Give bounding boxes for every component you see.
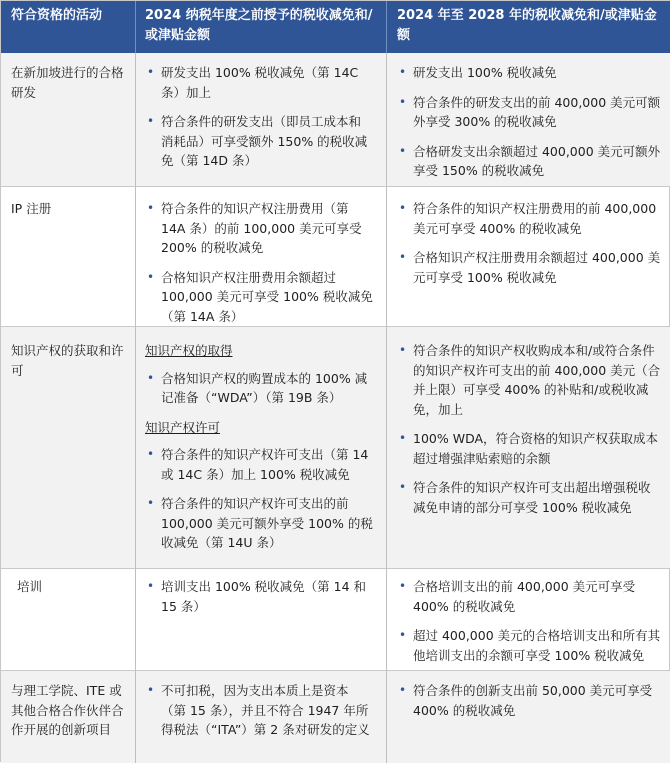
list-item xyxy=(395,341,661,419)
bullet-icon: • xyxy=(399,683,407,697)
row-ip-registration-before xyxy=(135,199,387,336)
list-item xyxy=(395,478,661,517)
bullet-icon: • xyxy=(399,94,407,109)
row-rd-after xyxy=(387,63,670,191)
row-ip-acquisition-before xyxy=(135,341,387,563)
list-item xyxy=(395,429,661,468)
header-divider-1 xyxy=(135,1,136,53)
list-item xyxy=(143,63,373,102)
header-divider-2 xyxy=(386,1,387,53)
list-item-text: 超过 400,000 美元的合格培训支出和所有其他培训支出的余额可享受 100% 税收减免 xyxy=(413,628,661,663)
list-item-text: 研发支出 100% 税收减免 xyxy=(413,65,557,80)
activity-label: 培训 xyxy=(17,579,43,594)
list-item-text: 合格培训支出的前 400,000 美元可享受 400% 的税收减免 xyxy=(413,579,636,614)
list-item-text: 符合条件的知识产权许可支出的前 100,000 美元可额外享受 100% 的税收减免（第 14U 条） xyxy=(161,496,373,550)
header-activity: 符合资格的活动 xyxy=(1,1,135,53)
subheading-ip-acquisition: 知识产权的取得 xyxy=(145,343,233,358)
list-item-text: 研发支出 100% 税收减免（第 14C 条）加上 xyxy=(161,65,359,100)
bullet-icon: • xyxy=(147,201,155,215)
list-item-text: 符合条件的创新支出前 50,000 美元可享受 400% 的税收减免 xyxy=(413,683,653,718)
list-item-text: 符合条件的知识产权许可支出超出增强税收减免申请的部分可享受 100% 税收减免 xyxy=(413,480,651,515)
bullet-icon: • xyxy=(399,343,407,357)
list-item-text: 符合条件的知识产权收购成本和/或符合条件的知识产权许可支出的前 400,000 美元（合并上限）可享受 400% 的补贴和/或税收减免，加上 xyxy=(413,343,661,417)
row-ip-registration-after xyxy=(387,199,670,297)
row-ip-acquisition-after xyxy=(387,341,670,527)
list-item xyxy=(395,142,661,181)
header-before-2024: 2024 纳税年度之前授予的税收减免和/或津贴金额 xyxy=(135,1,387,53)
row-training-after xyxy=(387,577,670,675)
row-training-before xyxy=(135,577,387,626)
activity-label: 与理工学院、ITE 或其他合格合作伙伴合作开展的创新项目 xyxy=(11,683,124,737)
bullet-icon: • xyxy=(399,579,407,593)
activity-label: 在新加坡进行的合格研发 xyxy=(11,65,124,100)
row-ip-registration-activity xyxy=(1,199,135,219)
bullet-icon: • xyxy=(147,447,155,461)
list-item-text: 培训支出 100% 税收减免（第 14 和 15 条） xyxy=(161,579,367,614)
list-item xyxy=(143,445,373,484)
bullet-icon: • xyxy=(399,431,407,445)
bullet-icon: • xyxy=(399,65,407,79)
list-item xyxy=(143,494,373,553)
bullet-icon: • xyxy=(147,114,155,128)
bullet-icon: • xyxy=(147,579,155,593)
row-training-activity xyxy=(1,577,135,597)
list-item xyxy=(395,681,661,720)
row-rd-activity xyxy=(1,63,135,102)
list-item xyxy=(395,626,661,665)
list-item xyxy=(395,93,661,132)
list-item xyxy=(143,369,373,408)
list-item xyxy=(395,63,661,83)
bullet-icon: • xyxy=(399,201,407,215)
bullet-icon: • xyxy=(147,496,155,510)
list-item xyxy=(395,577,661,616)
bullet-icon: • xyxy=(147,370,155,385)
list-item-text: 合格知识产权注册费用余额超过 400,000 美元可享受 100% 税收减免 xyxy=(413,250,661,285)
list-item-text: 符合条件的研发支出的前 400,000 美元可额外享受 300% 的税收减免 xyxy=(413,94,661,129)
activity-label: IP 注册 xyxy=(11,201,52,216)
list-item-text: 不可扣税，因为支出本质上是资本（第 15 条），并且不符合 1947 年所得税法（“ITA”）第 2 条对研发的定义 xyxy=(161,683,370,737)
list-item-text: 100% WDA，符合资格的知识产权获取成本超过增强津贴索赔的余额 xyxy=(413,431,659,466)
activity-label: 知识产权的获取和许可 xyxy=(11,343,124,378)
row-rd-before xyxy=(135,63,387,181)
bullet-icon: • xyxy=(147,683,155,697)
bullet-icon: • xyxy=(147,65,155,79)
list-item xyxy=(143,681,373,740)
bullet-icon: • xyxy=(147,269,155,284)
list-item-text: 合格知识产权的购置成本的 100% 减记准备（“WDA”）（第 19B 条） xyxy=(161,370,368,405)
bullet-icon: • xyxy=(399,143,407,158)
row-ip-acquisition-activity xyxy=(1,341,135,380)
bullet-icon: • xyxy=(399,250,407,264)
bullet-icon: • xyxy=(399,628,407,642)
row-innovation-after xyxy=(387,681,670,730)
list-item xyxy=(143,199,373,258)
list-item xyxy=(395,199,661,238)
list-item-text: 符合条件的知识产权许可支出（第 14 或 14C 条）加上 100% 税收减免 xyxy=(161,447,369,482)
list-item-text: 符合条件的知识产权注册费用（第 14A 条）的前 100,000 美元可享受 200% 的税收减免 xyxy=(161,201,362,255)
list-item-text: 符合条件的研发支出（即员工成本和消耗品）可享受额外 150% 的税收减免（第 14D 条） xyxy=(161,114,368,168)
list-item xyxy=(143,112,373,171)
list-item-text: 合格研发支出余额超过 400,000 美元可额外享受 150% 的税收减免 xyxy=(413,143,661,178)
list-item xyxy=(143,268,373,327)
list-item xyxy=(395,248,661,287)
header-2024-2028: 2024 年至 2028 年的税收减免和/或津贴金额 xyxy=(387,1,670,53)
row-innovation-activity xyxy=(1,681,135,740)
list-item-text: 符合条件的知识产权注册费用的前 400,000 美元可享受 400% 的税收减免 xyxy=(413,201,657,236)
subheading-ip-licensing: 知识产权许可 xyxy=(145,419,221,435)
list-item-text: 合格知识产权注册费用余额超过 100,000 美元可享受 100% 税收减免（第 14A 条） xyxy=(161,269,373,324)
bullet-icon: • xyxy=(399,480,407,494)
list-item xyxy=(143,577,373,616)
row-innovation-before xyxy=(135,681,387,750)
